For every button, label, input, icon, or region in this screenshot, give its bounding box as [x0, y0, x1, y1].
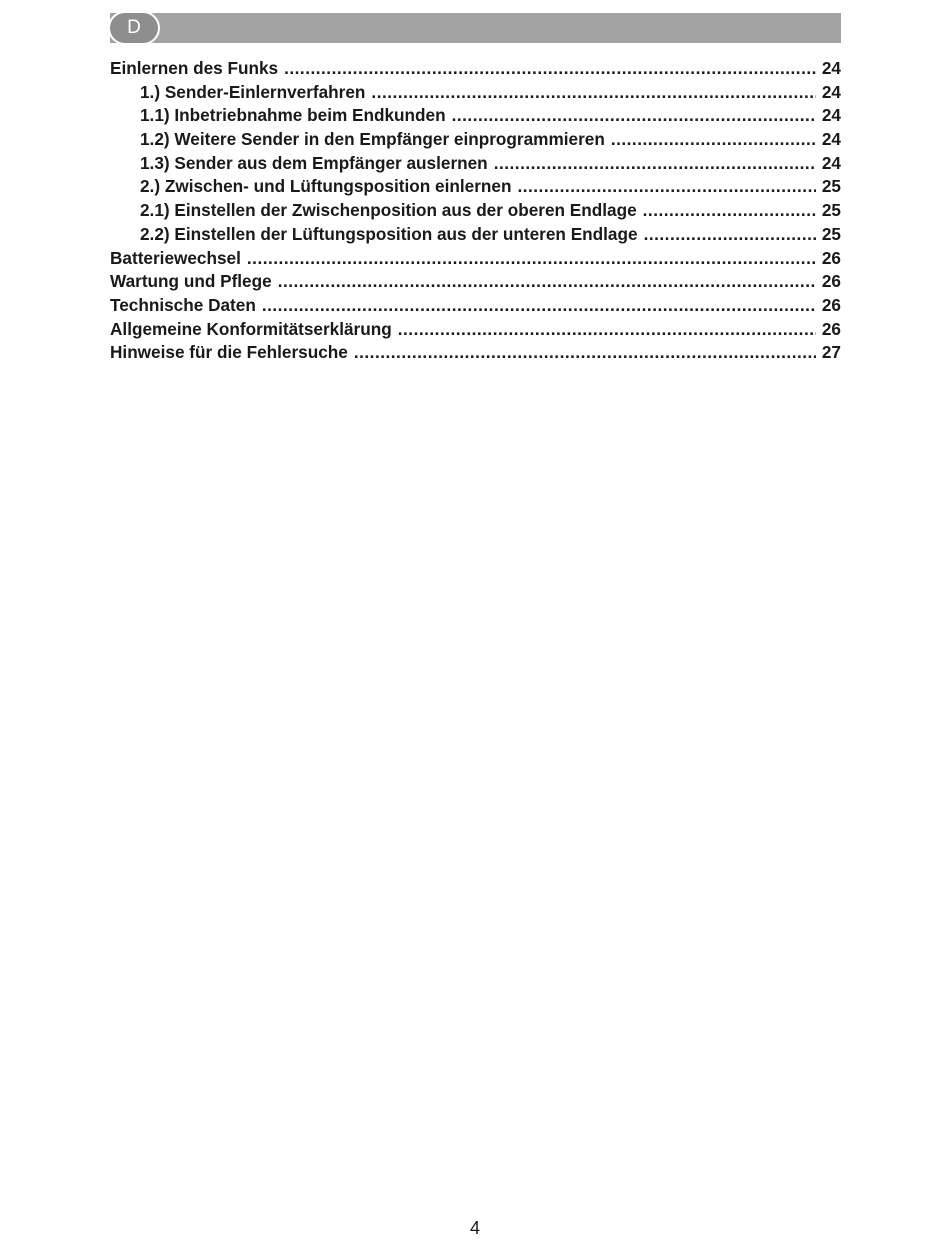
- toc-dot-leader: [643, 199, 816, 223]
- toc-entry-title: 1.1) Inbetriebnahme beim Endkunden: [140, 105, 446, 126]
- toc-entry-page: 26: [821, 294, 841, 315]
- toc-entry-title: 2.) Zwischen- und Lüftungsposition einlernen: [140, 176, 512, 197]
- language-badge: D: [110, 13, 158, 43]
- table-of-contents: [110, 57, 841, 365]
- toc-entry-title: Einlernen des Funks: [110, 58, 279, 78]
- toc-dot-leader: [284, 57, 816, 81]
- toc-entry-page: 24: [821, 152, 841, 173]
- toc-dot-leader: [452, 104, 816, 128]
- toc-entry[interactable]: [110, 175, 841, 199]
- toc-entry-page: 25: [821, 200, 841, 221]
- toc-entry-title: 1.) Sender-Einlernverfahren: [140, 81, 366, 102]
- toc-dot-leader: [517, 175, 815, 199]
- toc-dot-leader: [371, 81, 815, 105]
- toc-entry-title: Wartung und Pflege: [110, 271, 272, 292]
- toc-dot-leader: [398, 318, 816, 342]
- toc-entry-title: 2.1) Einstellen der Zwischenposition aus der oberen Endlage: [140, 200, 637, 221]
- toc-entry[interactable]: [110, 81, 841, 105]
- toc-entry-title: 1.3) Sender aus dem Empfänger auslernen: [140, 152, 488, 173]
- toc-dot-leader: [644, 223, 816, 247]
- toc-entry-page: 25: [821, 176, 841, 197]
- toc-dot-leader: [278, 270, 816, 294]
- toc-entry[interactable]: [110, 223, 841, 247]
- toc-entry[interactable]: [110, 199, 841, 223]
- page-number: 4: [469, 1218, 480, 1238]
- section-header-bar: [110, 13, 841, 43]
- toc-entry[interactable]: [110, 104, 841, 128]
- toc-entry-title: Batteriewechsel: [110, 247, 241, 268]
- toc-entry-page: 26: [821, 271, 841, 292]
- toc-entry-page: 24: [821, 58, 841, 78]
- toc-dot-leader: [611, 128, 816, 152]
- toc-entry-page: 27: [821, 342, 841, 363]
- toc-entry[interactable]: [110, 57, 841, 81]
- toc-entry-page: 24: [821, 105, 841, 126]
- toc-entry[interactable]: [110, 128, 841, 152]
- toc-entry[interactable]: [110, 247, 841, 271]
- toc-entry[interactable]: [110, 152, 841, 176]
- toc-entry-page: 24: [821, 129, 841, 150]
- toc-entry-title: 2.2) Einstellen der Lüftungsposition aus der unteren Endlage: [140, 223, 638, 244]
- toc-entry-title: Hinweise für die Fehlersuche: [110, 342, 348, 363]
- toc-entry[interactable]: [110, 318, 841, 342]
- toc-entry[interactable]: [110, 270, 841, 294]
- toc-entry-page: 24: [821, 81, 841, 102]
- toc-entry[interactable]: [110, 294, 841, 318]
- toc-entry-page: 26: [821, 247, 841, 268]
- toc-dot-leader: [494, 152, 816, 176]
- toc-dot-leader: [247, 247, 816, 271]
- toc-entry-page: 25: [821, 223, 841, 244]
- toc-entry-title: Allgemeine Konformitätserklärung: [110, 318, 392, 339]
- toc-entry-page: 26: [821, 318, 841, 339]
- toc-dot-leader: [354, 341, 816, 365]
- toc-dot-leader: [262, 294, 816, 318]
- toc-entry-title: Technische Daten: [110, 294, 256, 315]
- toc-entry[interactable]: [110, 341, 841, 365]
- toc-entry-title: 1.2) Weitere Sender in den Empfänger einprogrammieren: [140, 129, 605, 150]
